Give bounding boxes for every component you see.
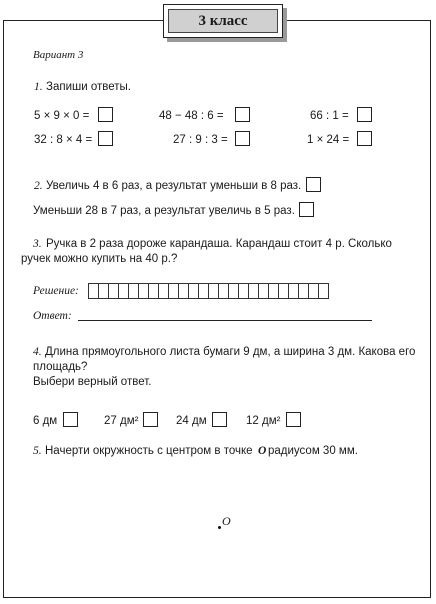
task4-line1: Длина прямоугольного листа бумаги 9 дм, а ширина 3 дм. Какова его [45, 346, 416, 358]
grade-header [163, 4, 283, 38]
task3-line1: Ручка в 2 раза дороже карандаша. Карандаш стоит 4 р. Сколько [46, 238, 392, 250]
option-4-box[interactable] [286, 412, 301, 427]
task1-text: Запиши ответы. [46, 81, 131, 93]
task2-line2: Уменьши 28 в 7 раз, а результат увеличь в 5 раз. [33, 205, 295, 217]
option-3-label: 24 дм [176, 415, 207, 427]
task2-line1: Увеличь 4 в 6 раз, а результат уменьши в 8 раз. [46, 180, 302, 192]
task2-answer-box-2[interactable] [299, 202, 314, 217]
answer-box-4[interactable] [98, 131, 113, 146]
option-2-box[interactable] [143, 412, 158, 427]
answer-box-5[interactable] [235, 131, 250, 146]
answer-box-3[interactable] [357, 107, 372, 122]
task3-number: 3. [33, 238, 42, 250]
task5-point: O [258, 445, 267, 457]
task2-number: 2. [34, 180, 43, 192]
task5-text-before: Начерти окружность с центром в точке [45, 445, 253, 457]
center-point-dot [218, 526, 221, 529]
task3-line2: ручек можно купить на 40 р.? [21, 253, 178, 265]
task5-text-after: радиусом 30 мм. [268, 445, 358, 457]
option-1-box[interactable] [63, 412, 78, 427]
expression-4: 32 : 8 × 4 = [34, 134, 93, 146]
task2-answer-box-1[interactable] [306, 177, 321, 192]
answer-box-6[interactable] [357, 131, 372, 146]
task4-line3: Выбери верный ответ. [33, 376, 152, 388]
expression-6: 1 × 24 = [307, 134, 350, 146]
grade-title: 3 класс [168, 9, 278, 33]
task4-number: 4. [33, 346, 42, 358]
expression-2: 48 − 48 : 6 = [159, 110, 224, 122]
expression-1: 5 × 9 × 0 = [34, 110, 90, 122]
answer-line[interactable] [78, 320, 372, 321]
option-2-label: 27 дм² [104, 415, 139, 427]
center-point-label: O [222, 514, 231, 528]
answer-box-1[interactable] [98, 107, 113, 122]
grid-cell[interactable] [318, 283, 329, 299]
option-3-box[interactable] [212, 412, 227, 427]
answer-box-2[interactable] [235, 107, 250, 122]
task1-number: 1. [34, 81, 43, 93]
option-4-label: 12 дм² [246, 415, 281, 427]
option-1-label: 6 дм [33, 415, 58, 427]
expression-5: 27 : 9 : 3 = [173, 134, 228, 146]
answer-label: Ответ: [33, 310, 72, 322]
variant-label: Вариант 3 [33, 49, 84, 61]
solution-label: Решение: [33, 285, 79, 297]
task5-number: 5. [33, 445, 42, 457]
expression-3: 66 : 1 = [310, 110, 349, 122]
solution-grid[interactable] [88, 283, 328, 299]
task4-line2: площадь? [33, 361, 88, 373]
